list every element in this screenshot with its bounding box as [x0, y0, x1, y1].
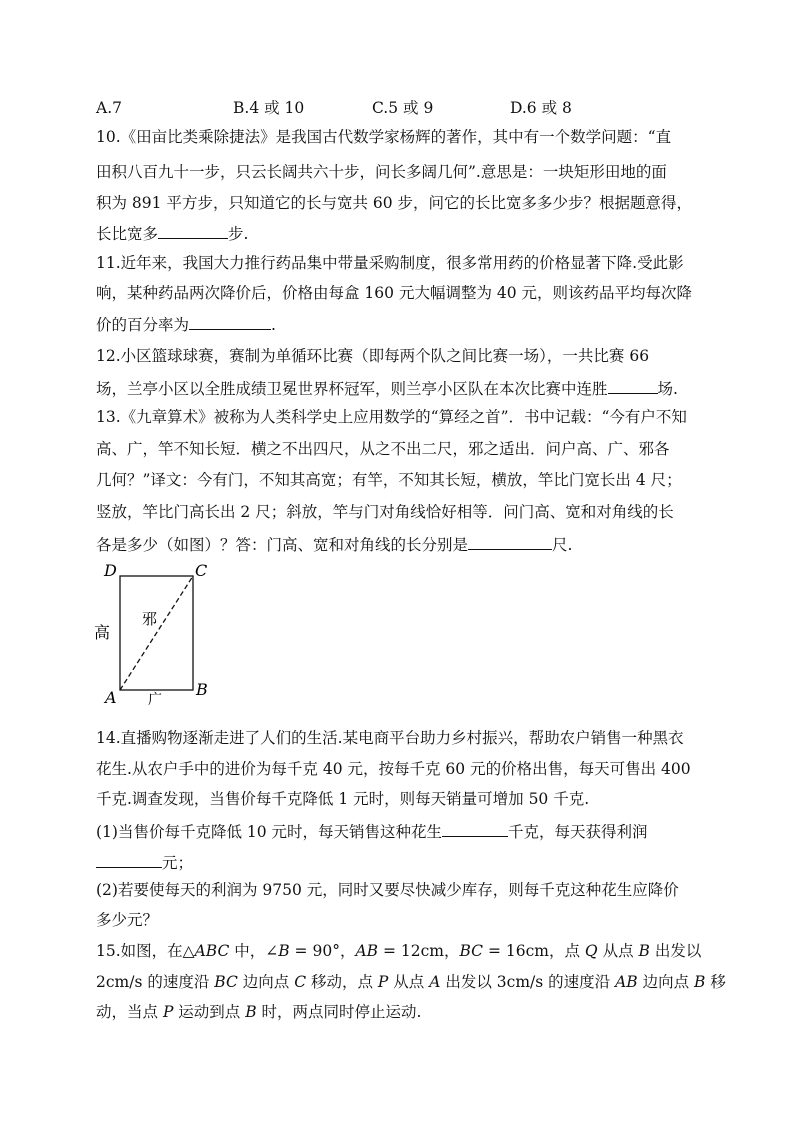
q14-sub1-line-1: [96, 820, 648, 842]
q14-sub1-blank-1[interactable]: [442, 820, 508, 837]
q13-line-2: 高、广，竿不知长短．横之不出四尺，从之不出二尺，邪之适出．问户高、广、邪各: [96, 440, 670, 458]
door-figure: [88, 558, 228, 706]
height-label: 高: [94, 623, 111, 642]
q11-line-1: 11.近年来，我国大力推行药品集中带量采购制度，很多常用药的价格显著下降.受此影: [96, 254, 684, 272]
q10-answer-blank[interactable]: [158, 222, 228, 239]
q15-var-b: B: [278, 942, 290, 960]
vertex-d-label: D: [104, 561, 117, 580]
q11-period: .: [271, 316, 276, 334]
q12-line-2: [96, 377, 678, 399]
q15-text-15: 动，当点: [96, 1003, 163, 1021]
q15-line-2: [96, 972, 726, 992]
q15-text-8: 2cm/s 的速度沿: [96, 973, 215, 991]
q10-line-3: 积为 891 平方步，只知道它的长与宽共 60 步，问它的长比宽多多少步？根据题意得，: [96, 194, 693, 212]
diagonal-label: 邪: [142, 610, 158, 628]
q14-line-1: 14.直播购物逐渐走进了人们的生活.某电商平台助力乡村振兴，帮助农户销售一种黑衣: [96, 729, 684, 747]
q15-text-17: 时，两点同时停止运动.: [256, 1003, 422, 1021]
q15-text-2: 中，∠: [229, 942, 279, 960]
q14-sub2-line-2: 多少元？: [96, 911, 159, 929]
q10-unit: 步.: [228, 225, 249, 243]
q11-line-3: [96, 313, 276, 335]
q15-text-6: 从点: [597, 942, 639, 960]
q13-line-4: 竖放，竿比门高长出 2 尺；斜放，竿与门对角线恰好相等．问门高、宽和对角线的长: [96, 503, 674, 521]
q12-line-1: 12.小区篮球球赛，赛制为单循环比赛（即每两个队之间比赛一场），一共比赛 66: [96, 347, 650, 365]
q13-line-3: 几何？”译文：今有门，不知其高宽；有竿，不知其长短，横放，竿比门宽长出 4 尺；: [96, 471, 682, 489]
q14-line-3: 千克.调查发现，当售价每千克降低 1 元时，则每天销量可增加 50 千克.: [96, 790, 590, 808]
q14-line-2: 花生.从农户手中的进价为每千克 40 元，按每千克 60 元的价格出售，每天可售出 400: [96, 760, 691, 778]
q15-var-b3: B: [694, 973, 706, 991]
q10-prompt: 长比宽多: [96, 225, 159, 243]
q15-text-5: = 16cm，点: [483, 942, 585, 960]
q14-sub1-unit: 元；: [162, 854, 194, 872]
q14-sub1-line-2: [96, 851, 193, 873]
q15-var-c: C: [294, 973, 307, 991]
q14-sub2-line-1: (2)若要使每天的利润为 9750 元，同时又要尽快减少库存，则每千克这种花生应降价: [96, 881, 679, 899]
option-d: D.6 或 8: [510, 99, 572, 117]
door-diagonal: [120, 576, 193, 690]
q10-line-2: 田积八百九十一步，只云长阔共六十步，问长多阔几何”.意思是：一块矩形田地的面: [96, 163, 667, 181]
q15-var-abc: ABC: [194, 942, 230, 960]
vertex-b-label: B: [196, 680, 208, 699]
q15-var-q: Q: [584, 942, 598, 960]
q14-sub1-middle: 千克，每天获得利润: [508, 823, 648, 841]
q11-line-2: 响，某种药品两次降价后，价格由每盒 160 元大幅调整为 40 元，则该药品平均每次降: [96, 284, 693, 302]
q14-sub1-blank-2[interactable]: [96, 851, 162, 868]
option-b: B.4 或 10: [233, 99, 305, 117]
vertex-c-label: C: [195, 561, 208, 580]
q15-var-bc: BC: [459, 942, 484, 960]
q11-prompt: 价的百分率为: [96, 316, 190, 334]
q15-text-16: 运动到点: [173, 1003, 246, 1021]
q15-var-p2: P: [162, 1003, 174, 1021]
q13-line-1: 13.《九章算术》被称为人类科学史上应用数学的“算经之首”．书中记载：“今有户不知: [96, 408, 687, 426]
q15-line-1: [96, 941, 701, 961]
option-a: A.7: [96, 99, 122, 117]
q15-text-3: = 90°，: [289, 942, 356, 960]
q15-text-14: 移: [705, 973, 726, 991]
q15-var-a: A: [429, 973, 441, 991]
q15-text-11: 从点: [388, 973, 430, 991]
q15-var-bc2: BC: [214, 973, 238, 991]
q12-prompt: 场，兰亭小区以全胜成绩卫冕世界杯冠军，则兰亭小区队在本次比赛中连胜: [96, 380, 608, 398]
q15-text-12: 出发以 3cm/s 的速度沿: [440, 973, 616, 991]
q15-var-ab: AB: [355, 942, 379, 960]
q15-text-9: 边向点: [237, 973, 295, 991]
q10-line-1: 10.《田亩比类乘除捷法》是我国古代数学家杨辉的著作，其中有一个数学问题：“直: [96, 128, 672, 146]
q11-answer-blank[interactable]: [189, 313, 271, 330]
q15-text-1: 15.如图，在△: [96, 942, 195, 960]
q14-sub1-prompt: (1)当售价每千克降低 10 元时，每天销售这种花生: [96, 823, 443, 841]
q15-text-7: 出发以: [649, 942, 702, 960]
q15-text-10: 移动，点: [306, 973, 378, 991]
q15-text-4: = 12cm，: [378, 942, 460, 960]
option-c: C.5 或 9: [372, 99, 434, 117]
q13-line-5: [96, 533, 572, 555]
q13-prompt: 各是多少（如图）？答：门高、宽和对角线的长分别是: [96, 536, 469, 554]
q12-unit: 场.: [657, 380, 678, 398]
q15-line-3: [96, 1002, 421, 1022]
q13-answer-blank[interactable]: [468, 533, 552, 550]
q13-unit: 尺.: [552, 536, 573, 554]
q10-line-4: [96, 222, 248, 244]
q15-var-b2: B: [638, 942, 650, 960]
vertex-a-label: A: [105, 688, 117, 706]
width-label: 广: [148, 692, 162, 706]
q15-text-13: 边向点: [637, 973, 695, 991]
q15-var-p: P: [377, 973, 389, 991]
q15-var-ab2: AB: [615, 973, 638, 991]
q12-answer-blank[interactable]: [608, 377, 658, 394]
q15-var-b4: B: [245, 1003, 257, 1021]
